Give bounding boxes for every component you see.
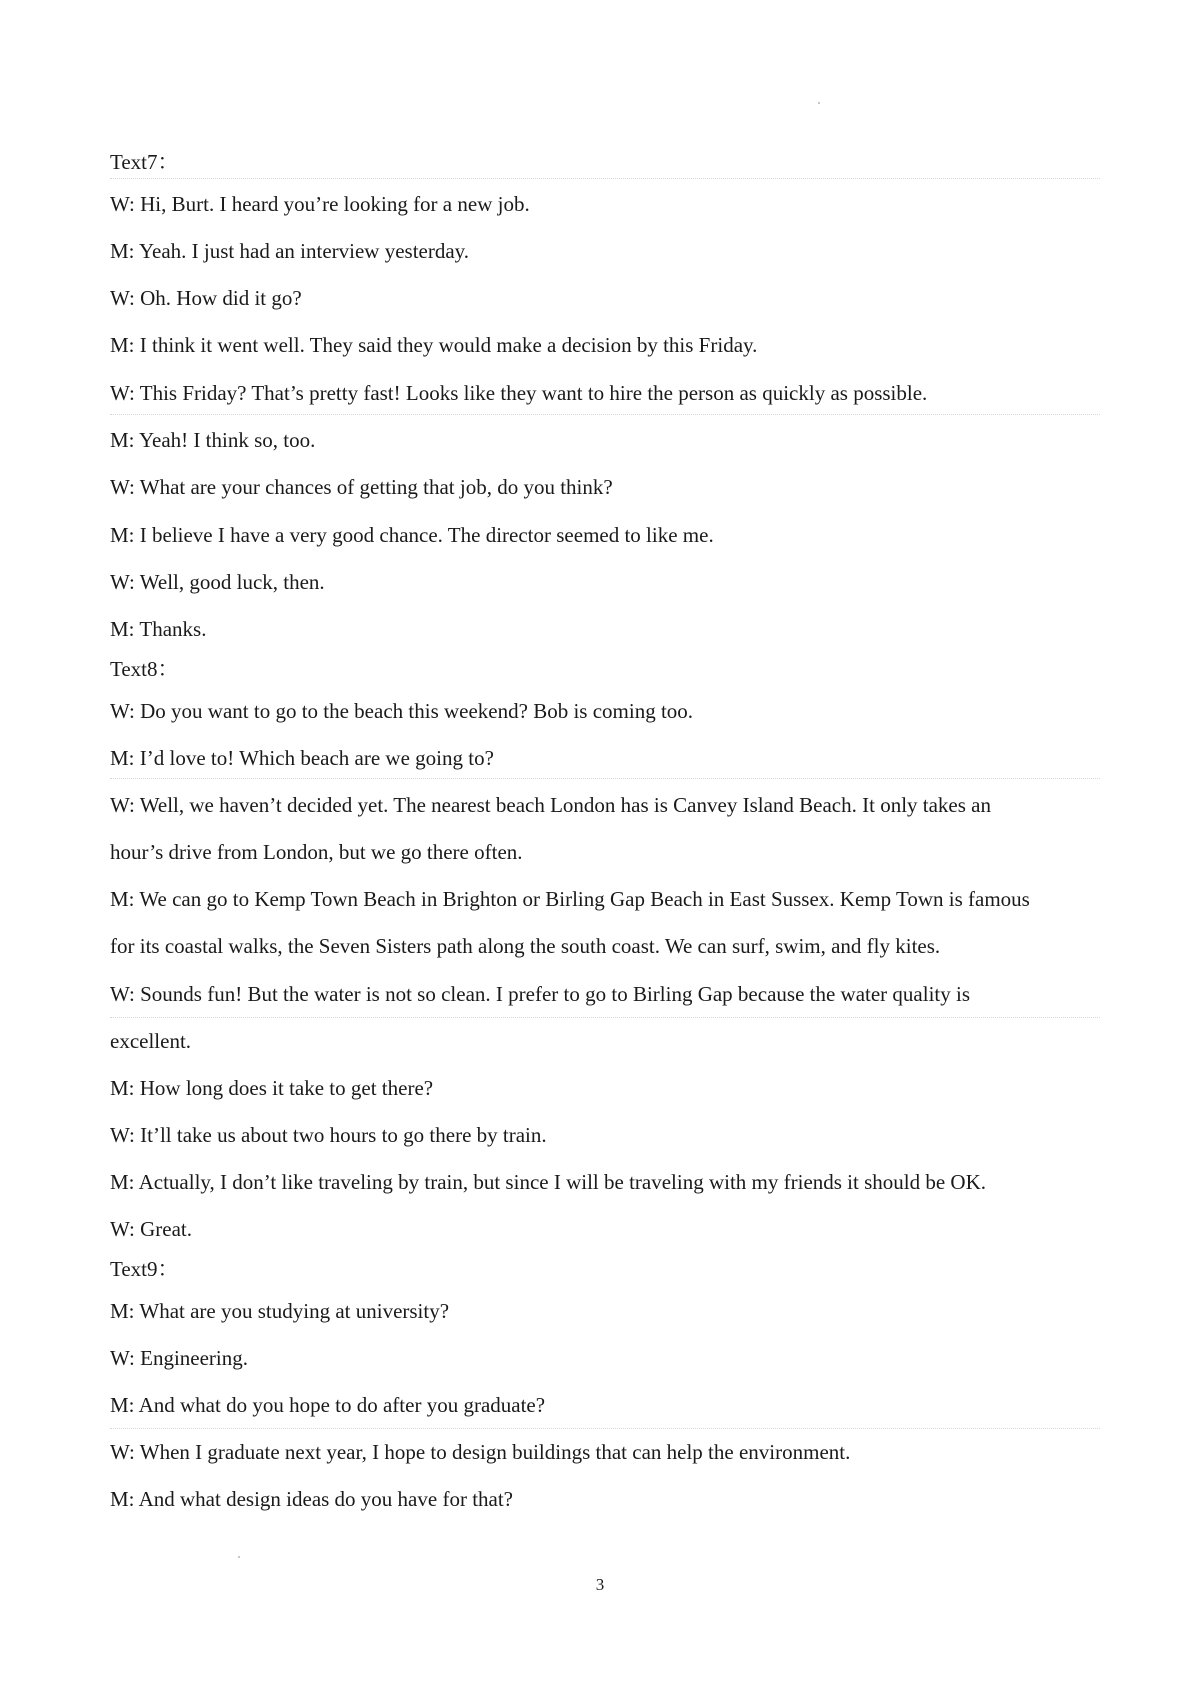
dialogue-line: M: Actually, I don’t like traveling by train, but since I will be traveling with my friends it should be OK. <box>110 1170 987 1194</box>
dialogue-line: W: Great. <box>110 1217 193 1241</box>
dialogue-line: W: What are your chances of getting that job, do you think? <box>110 475 613 499</box>
dialogue-line: W: This Friday? That’s pretty fast! Looks like they want to hire the person as quickly as possible. <box>110 381 928 405</box>
dialogue-line: W: When I graduate next year, I hope to design buildings that can help the environment. <box>110 1440 851 1464</box>
dialogue-line: hour’s drive from London, but we go there often. <box>110 840 523 864</box>
scan-speck <box>238 1556 240 1558</box>
page-number: 3 <box>595 1575 605 1594</box>
dialogue-line: W: Well, we haven’t decided yet. The nearest beach London has is Canvey Island Beach. It only takes an <box>110 793 991 817</box>
dialogue-line: for its coastal walks, the Seven Sisters path along the south coast. We can surf, swim, and fly kites. <box>110 934 941 958</box>
dotted-divider <box>110 414 1100 415</box>
dialogue-line: W: Do you want to go to the beach this weekend? Bob is coming too. <box>110 699 694 723</box>
dialogue-line: M: Thanks. <box>110 617 207 641</box>
dialogue-line: W: Sounds fun! But the water is not so clean. I prefer to go to Birling Gap because the water quality is <box>110 982 971 1006</box>
dialogue-line: M: I believe I have a very good chance. The director seemed to like me. <box>110 523 714 547</box>
dialogue-line: M: Yeah. I just had an interview yesterday. <box>110 239 470 263</box>
dotted-divider <box>110 1428 1100 1429</box>
dotted-divider <box>110 778 1100 779</box>
dialogue-line: W: Engineering. <box>110 1346 249 1370</box>
section-heading-text9: Text9： <box>110 1257 179 1281</box>
dialogue-line: M: I’d love to! Which beach are we going to? <box>110 746 494 770</box>
dotted-divider <box>110 178 1100 179</box>
dialogue-line: M: We can go to Kemp Town Beach in Brighton or Birling Gap Beach in East Sussex. Kemp Town is famous <box>110 887 1030 911</box>
section-heading-text7: Text7： <box>110 150 179 174</box>
dialogue-line: M: How long does it take to get there? <box>110 1076 434 1100</box>
dialogue-line: excellent. <box>110 1029 192 1053</box>
dialogue-line: W: It’ll take us about two hours to go there by train. <box>110 1123 547 1147</box>
dialogue-line: M: What are you studying at university? <box>110 1299 450 1323</box>
dotted-divider <box>110 1017 1100 1018</box>
dialogue-line: W: Oh. How did it go? <box>110 286 302 310</box>
dialogue-line: W: Well, good luck, then. <box>110 570 325 594</box>
dialogue-line: M: I think it went well. They said they would make a decision by this Friday. <box>110 333 758 357</box>
dialogue-line: M: Yeah! I think so, too. <box>110 428 316 452</box>
dialogue-line: M: And what design ideas do you have for that? <box>110 1487 513 1511</box>
section-heading-text8: Text8： <box>110 657 179 681</box>
dialogue-line: M: And what do you hope to do after you graduate? <box>110 1393 546 1417</box>
dialogue-line: W: Hi, Burt. I heard you’re looking for a new job. <box>110 192 530 216</box>
scan-speck <box>818 102 820 104</box>
